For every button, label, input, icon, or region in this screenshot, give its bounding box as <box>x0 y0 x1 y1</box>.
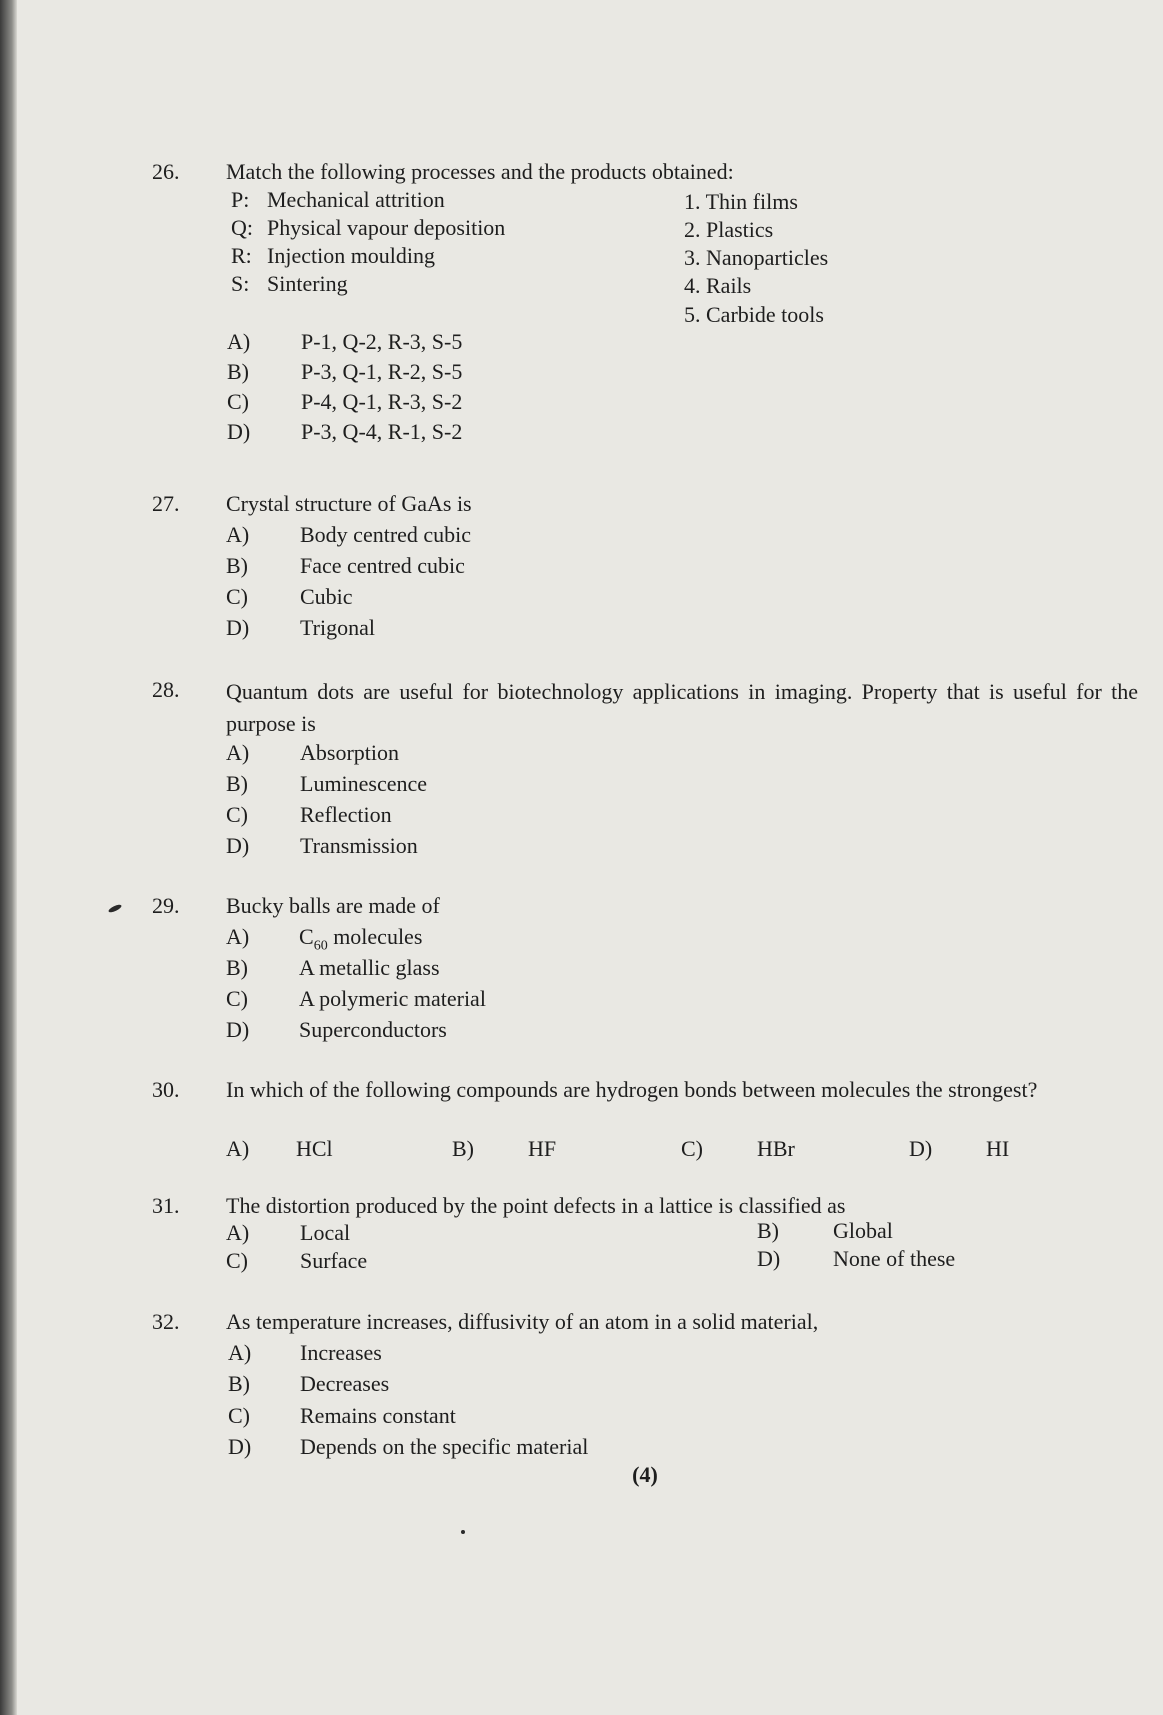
option-label: D) <box>228 1434 252 1459</box>
option-label: B) <box>227 359 249 384</box>
option-text: A metallic glass <box>299 955 440 980</box>
option-label: C) <box>681 1136 703 1161</box>
option-label: B) <box>226 553 248 578</box>
option-text: Absorption <box>300 740 399 765</box>
question-stem: In which of the following compounds are hydrogen bonds between molecules the strongest? <box>226 1077 1038 1102</box>
exam-page: 26. Match the following processes and the products obtained: P: Mechanical attrition Q: Physical vapour deposition R: Injection moulding S: Sintering 1. Thin films 2. Plastics 3. Nanoparticles 4. Rails 5. Carbide tools A) P-1, Q-2, R-3, S-5 B) P-3, Q-1, R-2, S-5 C) P-4, Q-1, R-3, S-2 D) P-3, Q-4, R-1, S-2 27. Crystal structure of GaAs is A) Body centred cubic B) Face centred cubic C) Cubic D) Trigonal 28. Quantum dots are useful for biotechnology applications in imaging. Property that is useful for the purpose is A) Absorption B) Luminescence C) Reflection D) Transmission 29. Bucky balls are made of A) $C_{60}$ molecules B) A metallic glass C) A polymeric material D) Superconductors 30. In which of the following compounds are hydrogen bonds between molecules the strongest? A) HCl B) HF C) HBr D) HI 31. The distortion produced by the point defects in a lattice is classified as A) Local B) Global C) Surface D) None of these 32. As temperature increases, diffusivity of an atom in a solid material, A) Increases B) Decreases C) Remains constant D) Depends on the specific material (4) <box>0 0 1163 1715</box>
question-number: 29. <box>152 893 180 918</box>
option-text: HF <box>528 1136 557 1161</box>
question-number: 32. <box>152 1309 180 1334</box>
question-stem: Match the following processes and the products obtained: <box>226 159 734 184</box>
process-text: Physical vapour deposition <box>267 215 506 240</box>
option-text: HCl <box>296 1136 333 1161</box>
option-label: D) <box>226 833 250 858</box>
question-stem: Crystal structure of GaAs is <box>226 491 472 516</box>
option-text: Surface <box>300 1248 368 1273</box>
option-text: Trigonal <box>300 615 375 640</box>
process-text: Sintering <box>267 271 348 296</box>
option-text: $C_{60}$ molecules <box>299 924 423 954</box>
option-label: B) <box>452 1136 474 1161</box>
question-stem: Bucky balls are made of <box>226 893 440 918</box>
process-key: S: <box>231 271 250 296</box>
process-key: R: <box>231 243 252 268</box>
option-text: Face centred cubic <box>300 553 465 578</box>
option-label: A) <box>228 1340 252 1365</box>
option-text: Decreases <box>300 1371 390 1396</box>
question-stem: Quantum dots are useful for biotechnology applications in imaging. Property that is useful for the purpose is <box>226 679 1138 736</box>
option-label: C) <box>227 389 249 414</box>
page-number: (4) <box>632 1462 658 1487</box>
option-label: C) <box>226 584 248 609</box>
option-label: D) <box>909 1136 933 1161</box>
option-label: A) <box>226 522 250 547</box>
option-text: Cubic <box>300 584 353 609</box>
process-key: Q: <box>231 215 253 240</box>
option-text: P-4, Q-1, R-3, S-2 <box>301 389 463 414</box>
option-text: Increases <box>300 1340 382 1365</box>
option-label: D) <box>226 615 250 640</box>
process-text: Mechanical attrition <box>267 187 445 212</box>
question-number: 27. <box>152 491 180 516</box>
option-text: P-1, Q-2, R-3, S-5 <box>301 329 463 354</box>
option-text: Remains constant <box>300 1403 456 1428</box>
option-label: A) <box>227 329 251 354</box>
option-label: C) <box>226 986 248 1011</box>
option-label: D) <box>226 1017 250 1042</box>
option-text: Depends on the specific material <box>300 1434 589 1459</box>
option-label: A) <box>226 924 250 949</box>
option-label: D) <box>227 419 251 444</box>
option-label: C) <box>226 802 248 827</box>
question-number: 31. <box>152 1193 180 1218</box>
option-label: A) <box>226 1220 250 1245</box>
option-label: A) <box>226 740 250 765</box>
option-label: B) <box>226 955 248 980</box>
option-text: HBr <box>757 1136 795 1161</box>
option-text: Body centred cubic <box>300 522 472 547</box>
option-text: None of these <box>833 1246 956 1271</box>
option-text: P-3, Q-4, R-1, S-2 <box>301 419 463 444</box>
option-label: B) <box>228 1371 250 1396</box>
option-label: D) <box>757 1246 781 1271</box>
question-number: 30. <box>152 1077 180 1102</box>
option-label: C) <box>228 1403 250 1428</box>
option-text: Superconductors <box>299 1017 447 1042</box>
option-label: B) <box>226 771 248 796</box>
question-number: 28. <box>152 677 180 702</box>
option-text: Transmission <box>300 833 418 858</box>
option-text: A polymeric material <box>299 986 486 1011</box>
question-number: 26. <box>152 159 180 184</box>
option-text: HI <box>986 1136 1010 1161</box>
process-text: Injection moulding <box>267 243 436 268</box>
option-text: P-3, Q-1, R-2, S-5 <box>301 359 463 384</box>
option-label: B) <box>757 1218 779 1243</box>
option-label: A) <box>226 1136 250 1161</box>
option-text: Reflection <box>300 802 392 827</box>
question-stem: As temperature increases, diffusivity of an atom in a solid material, <box>226 1309 819 1334</box>
option-text: Global <box>833 1218 893 1243</box>
option-text: Local <box>300 1220 351 1245</box>
option-text: Luminescence <box>300 771 428 796</box>
question-stem: The distortion produced by the point defects in a lattice is classified as <box>226 1193 846 1218</box>
process-key: P: <box>231 187 250 212</box>
option-label: C) <box>226 1248 248 1273</box>
